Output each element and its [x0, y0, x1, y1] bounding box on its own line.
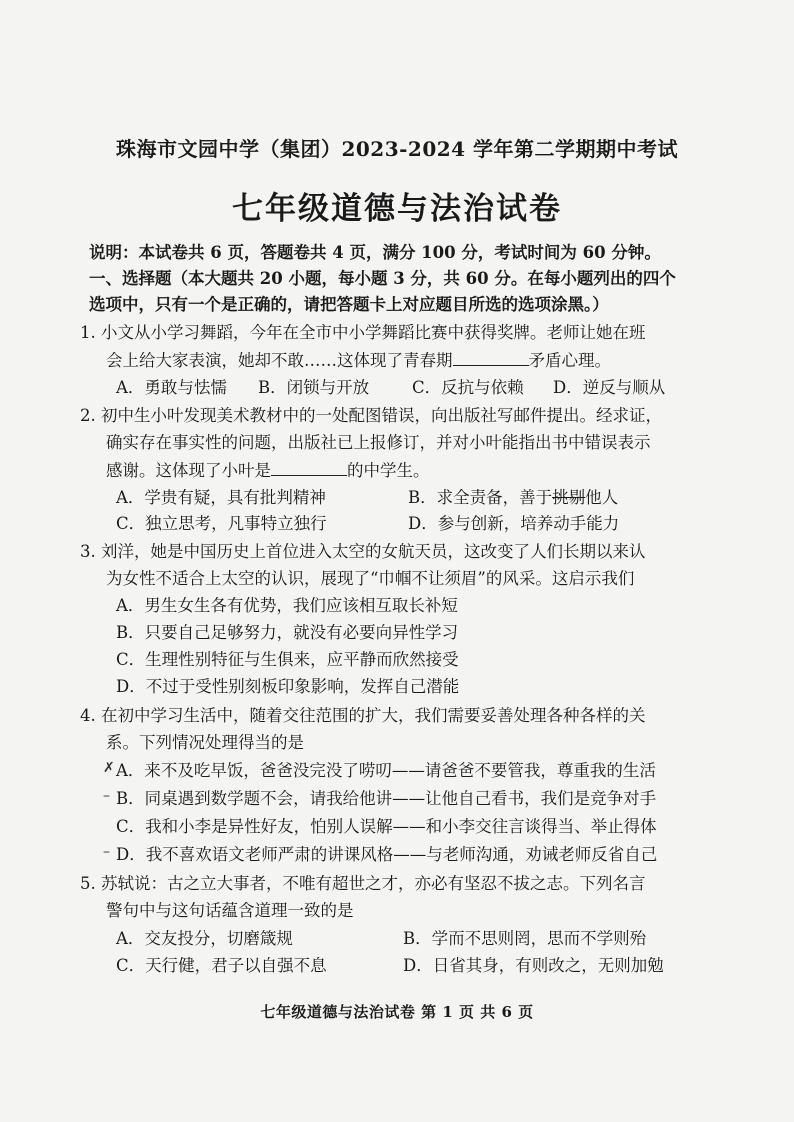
- question-1-stem-line2: [106, 349, 611, 372]
- question-1-stem-tail: 矛盾心理。: [528, 351, 611, 370]
- question-1-stem-text: 会上给大家表演，她却不敢……这体现了青春期: [106, 351, 453, 370]
- question-1-option-b: B．闭锁与开放: [258, 378, 370, 397]
- question-4-option-a: A．来不及吃早饭，爸爸没完没了唠叨——请爸爸不要管我，尊重我的生活: [116, 761, 656, 780]
- option-b-tail: 他人: [585, 488, 619, 507]
- section-heading-line2: 选项中，只有一个是正确的，请把答题卡上对应题目所选的选项涂黑。）: [89, 295, 609, 314]
- option-b-text: B．求全责备，善于: [408, 488, 553, 507]
- question-3-stem-line1: 3. 刘洋，她是中国历史上首位进入太空的女航天员，这改变了人们长期以来认: [80, 542, 646, 561]
- question-3-stem-line2: 为女性不适合上太空的认识，展现了“巾帼不让须眉”的风采。这启示我们: [106, 569, 635, 588]
- question-2-stem-tail: 的中学生。: [347, 461, 430, 480]
- question-1-option-d: D．逆反与顺从: [553, 378, 666, 397]
- exam-subject-title: 七年级道德与法治试卷: [232, 191, 562, 227]
- question-2-option-d: D．参与创新，培养动手能力: [408, 514, 620, 533]
- question-4-stem-line1: 4. 在初中学习生活中，随着交往范围的扩大，我们需要妥善处理各种各样的关: [80, 706, 646, 725]
- question-3-option-a: A．男生女生各有优势，我们应该相互取长补短: [116, 596, 458, 615]
- handwritten-cross-mark: ✗: [103, 760, 115, 776]
- question-5-stem-line1: 5. 苏轼说：古之立大事者，不唯有超世之才，亦必有坚忍不拔之志。下列名言: [80, 874, 646, 893]
- question-1-stem-line1: 1. 小文从小学习舞蹈，今年在全市中小学舞蹈比赛中获得奖牌。老师让她在班: [80, 323, 646, 342]
- answer-blank: [453, 349, 529, 366]
- question-3-option-d: D．不过于受性别刻板印象影响，发挥自己潜能: [116, 677, 460, 696]
- question-3-option-b: B．只要自己足够努力，就没有必要向异性学习: [116, 623, 459, 642]
- question-1-option-a: A．勇敢与怯懦: [116, 378, 227, 397]
- question-5-option-c: C．天行健，君子以自强不息: [116, 956, 327, 975]
- question-5-option-b: B．学而不思则罔，思而不学则殆: [403, 929, 647, 948]
- question-3-option-c: C．生理性别特征与生俱来，应平静而欣然接受: [116, 650, 459, 669]
- question-4-option-b: B．同桌遇到数学题不会，请我给他讲——让他自己看书，我们是竞争对手: [116, 789, 657, 808]
- handwritten-dash-mark: –: [103, 844, 110, 860]
- question-2-stem-text: 感谢。这体现了小叶是: [106, 461, 271, 480]
- exam-instructions: 说明：本试卷共 6 页，答题卷共 4 页，满分 100 分，考试时间为 60 分钟。: [89, 243, 661, 262]
- question-2-stem-line3: [106, 459, 430, 482]
- struck-word: 挑剔: [552, 488, 586, 507]
- question-5-stem-line2: 警句中与这句话蕴含道理一致的是: [106, 901, 354, 920]
- question-4-stem-line2: 系。下列情况处理得当的是: [106, 733, 304, 752]
- question-4-option-d: D．我不喜欢语文老师严肃的讲课风格——与老师沟通，劝诫老师反省自己: [116, 845, 658, 864]
- question-1-option-c: C．反抗与依赖: [412, 378, 524, 397]
- answer-blank: [271, 459, 347, 476]
- question-2-option-c: C．独立思考，凡事特立独行: [116, 514, 327, 533]
- question-2-stem-line1: 2. 初中生小叶发现美术教材中的一处配图错误，向出版社写邮件提出。经求证，: [80, 406, 662, 425]
- question-5-option-d: D．日省其身，有则改之，无则加勉: [403, 956, 664, 975]
- section-heading-line1: 一、选择题（本大题共 20 小题，每小题 3 分，共 60 分。在每小题列出的四个: [89, 269, 676, 288]
- page-footer: 七年级道德与法治试卷 第 1 页 共 6 页: [260, 1003, 534, 1021]
- question-5-option-a: A．交友投分，切磨箴规: [116, 929, 293, 948]
- question-2-option-a: A．学贵有疑，具有批判精神: [116, 488, 326, 507]
- question-2-option-b: [408, 487, 618, 509]
- question-4-option-c: C．我和小李是异性好友，怕别人误解——和小李交往言谈得当、举止得体: [116, 817, 657, 836]
- handwritten-dash-mark: –: [103, 788, 110, 804]
- question-2-stem-line2: 确实存在事实性的问题，出版社已上报修订，并对小叶能指出书中错误表示: [106, 433, 651, 452]
- school-exam-title: 珠海市文园中学（集团）2023-2024 学年第二学期期中考试: [115, 137, 679, 161]
